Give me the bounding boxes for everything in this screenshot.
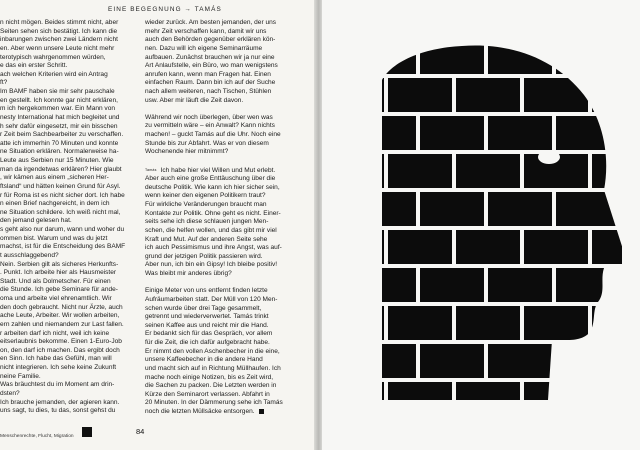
text-line: Während wir noch überlegen, über wen was bbox=[145, 113, 273, 121]
text-line: s geht also nur darum, wann und woher du bbox=[0, 226, 125, 233]
brick-head-illustration bbox=[352, 40, 622, 400]
text-line: man da irgendetwas erklären? Hier glaubt bbox=[0, 165, 122, 173]
text-line: n einen Brief nachgereicht, in dem ich bbox=[0, 200, 110, 208]
text-line: uns sagt, tu dies, tu das, sonst gehst du bbox=[0, 407, 116, 415]
brick bbox=[456, 382, 520, 400]
text-line: Aber nun, ich bin ein Gipsy! Ich bleibe positiv! bbox=[145, 261, 278, 269]
footer-square bbox=[82, 427, 92, 437]
text-line: atte ich immerhin 70 Minuten und konnte bbox=[0, 139, 119, 147]
brick bbox=[456, 230, 520, 264]
brick bbox=[352, 344, 416, 378]
brick-pattern bbox=[352, 40, 622, 400]
text-line: Einige Meter von uns entfernt finden letzte bbox=[145, 287, 268, 295]
text-line: on, den darf ich machen. Das ergibt doch bbox=[0, 346, 120, 354]
text-line: , wir kämen aus einem „sicheren Her- bbox=[0, 174, 109, 182]
text-line: mache noch einige Notizen, bis es Zeit wird, bbox=[145, 373, 274, 381]
brick bbox=[388, 230, 452, 264]
text-line: seits sehe ich diese schlauen jungen Men- bbox=[145, 218, 269, 226]
end-mark bbox=[259, 409, 264, 414]
brick bbox=[524, 78, 588, 112]
left-page bbox=[0, 0, 317, 450]
text-line: deutsche Politik. Wie kann ich hier sicher sein, bbox=[145, 183, 280, 191]
brick bbox=[556, 192, 620, 226]
text-line: Er nimmt den vollen Aschenbecher in die eine, bbox=[145, 347, 280, 355]
text-line: Kraft und Mut. Auf der anderen Seite sehe bbox=[145, 235, 268, 243]
text-line: en Sinn. Ich habe das Gefühl, man will bbox=[0, 355, 112, 363]
text-line: m ich hergekommen war. Ein Mann von bbox=[0, 105, 115, 113]
text-line: ich auch Pessimismus und ihre Angst, was auf- bbox=[145, 244, 282, 252]
text-line: Kürze den Seminarort verlassen. Abfahrt in bbox=[145, 390, 270, 398]
text-line: wenn keiner den eigenen Politikern traut? bbox=[145, 192, 266, 200]
text-line: noch die letzten Müllsäcke entsorgen. bbox=[145, 408, 307, 417]
text-line: eitserlaubnis bekomme. Einen 1-Euro-Job bbox=[0, 338, 122, 346]
brick bbox=[352, 154, 384, 188]
text-line: dsten? bbox=[0, 389, 20, 397]
text-column-left bbox=[0, 19, 138, 416]
paragraph-4 bbox=[145, 287, 307, 416]
brick bbox=[420, 192, 484, 226]
brick bbox=[420, 116, 484, 150]
text-line: seinen Kaffee aus und reicht mir die Hand. bbox=[145, 321, 269, 329]
text-line: . Punkt. Ich arbeite hier als Hausmeister bbox=[0, 269, 117, 277]
text-line: nen. Dazu will ich eigene Seminarräume bbox=[145, 44, 263, 52]
text-line: inbarungen zwischen zwei Ländern nicht bbox=[0, 36, 118, 44]
brick bbox=[388, 78, 452, 112]
text-line: en gestellt. Ich konnte gar nicht erklären, bbox=[0, 96, 118, 104]
brick bbox=[456, 306, 520, 340]
brick bbox=[556, 40, 620, 74]
text-line: ftsland“ und hätten keinen Grund für Asyl. bbox=[0, 182, 121, 190]
brick bbox=[388, 154, 452, 188]
text-line: die Stunde. Ich gebe Seminare für ande- bbox=[0, 286, 118, 294]
brick bbox=[592, 78, 622, 112]
text-line: Art Anlaufstelle, ein Büro, wo man wenigstens bbox=[145, 62, 278, 70]
text-line: nach allem weiteren, nach Tischen, Stühlen bbox=[145, 88, 272, 95]
text-line: ft? bbox=[0, 79, 8, 87]
text-line: grund der jetzigen Politik passieren wird. bbox=[145, 252, 263, 260]
text-line: Nein. Serbien gilt als sicheres Herkunfts- bbox=[0, 260, 119, 268]
text-line: anrufen kann, wenn man Fragen hat. Einen bbox=[145, 70, 271, 78]
text-line: Er bedankt sich für das Gespräch, vor allem bbox=[145, 330, 273, 338]
text-line: Für wirkliche Veränderungen braucht man bbox=[145, 201, 267, 209]
brick bbox=[488, 40, 552, 74]
brick bbox=[352, 230, 384, 264]
brick bbox=[592, 382, 622, 400]
brick bbox=[524, 230, 588, 264]
text-line: r für Roma ist es nicht sicher dort. Ich habe bbox=[0, 191, 125, 199]
paragraph-2 bbox=[145, 114, 307, 157]
text-line: Aufräumarbeiten statt. Der Müll von 120 Men- bbox=[145, 295, 278, 303]
text-line: Stunde bis zur Abfahrt. Was er von diesem bbox=[145, 139, 269, 147]
text-line: einfachen Raum. Dann bin ich auf der Suche bbox=[145, 79, 276, 87]
text-line: für die Zeit, die ich dafür aufgebracht habe. bbox=[145, 339, 270, 347]
running-head: EINE BEGEGNUNG → TAMÁS bbox=[108, 6, 222, 13]
text-line: machst, ist für die Entscheidung des BAMF bbox=[0, 243, 126, 251]
text-line: ache Leute, Arbeiter. Wir wollen arbeiten, bbox=[0, 312, 120, 320]
text-line: terotypisch wahrgenommen würden, bbox=[0, 53, 106, 61]
eye-icon bbox=[538, 150, 560, 164]
brick bbox=[488, 116, 552, 150]
brick bbox=[592, 230, 622, 264]
brick bbox=[420, 40, 484, 74]
text-line: e das ein erster Schritt. bbox=[0, 62, 68, 70]
brick bbox=[352, 40, 416, 74]
text-line: r Zeit beim Sachbearbeiter zu verschaffen. bbox=[0, 131, 124, 139]
text-line: Was bleibt mir anderes übrig? bbox=[145, 270, 232, 278]
brick bbox=[352, 382, 384, 400]
text-line: den jemand gelesen hat. bbox=[0, 217, 72, 225]
text-line: ach welchen Kriterien wird ein Antrag bbox=[0, 70, 108, 78]
paragraph-3 bbox=[145, 166, 307, 279]
speaker-marker: Tamás bbox=[145, 167, 157, 172]
text-line: Stadt. Und als Dolmetscher. Für einen bbox=[0, 277, 111, 285]
text-line: getrennt und wiederverwertet. Tamás trinkt bbox=[145, 313, 269, 321]
brick bbox=[388, 382, 452, 400]
text-line: Leute aus Serbien nur 15 Minuten. Wie bbox=[0, 157, 114, 164]
text-line: h sehr dafür eingesetzt, mir ein bisschen bbox=[0, 122, 118, 130]
text-line: unsere Kaffeebecher in die andere Hand bbox=[145, 356, 263, 364]
text-line: Wochenende hier mitnimmt? bbox=[145, 148, 229, 156]
brick bbox=[352, 192, 416, 226]
right-page bbox=[322, 0, 640, 450]
brick bbox=[556, 268, 620, 302]
text-line: n nicht mögen. Beides stimmt nicht, aber bbox=[0, 19, 119, 26]
brick bbox=[488, 344, 552, 378]
text-line: und macht sich auf in Richtung Müllhaufen. Ich bbox=[145, 364, 281, 372]
brick bbox=[352, 116, 416, 150]
text-line: nicht integrieren. Ich sehe keine Zukunft bbox=[0, 364, 117, 371]
brick bbox=[388, 306, 452, 340]
brick bbox=[592, 154, 622, 188]
page-number: 84 bbox=[136, 427, 145, 436]
brick bbox=[352, 306, 384, 340]
text-line: mehr Zeit verschaffen kann, damit wir uns bbox=[145, 27, 267, 35]
text-line: machen! – guckt Tamás auf die Uhr. Noch eine bbox=[145, 131, 281, 139]
text-line: ommen bist. Warum und was du jetzt bbox=[0, 234, 108, 242]
brick bbox=[456, 78, 520, 112]
text-line: 20 Minuten. In der Dämmerung sehe ich Tamás bbox=[145, 399, 283, 407]
text-line: Aber auch eine große Enttäuschung über die bbox=[145, 175, 276, 183]
text-line: wieder zurück. Am besten jemanden, der uns bbox=[145, 19, 277, 26]
brick bbox=[524, 306, 588, 340]
brick bbox=[556, 116, 620, 150]
text-line: den doch gebraucht. Nicht nur Ärzte, auch bbox=[0, 303, 123, 311]
text-line: schen wurde über drei Tage gesammelt, bbox=[145, 304, 262, 312]
text-line: Seiten sehen sich bestätigt. Ich kann die bbox=[0, 27, 118, 35]
text-line: nesty International hat mich begleitet und bbox=[0, 113, 120, 121]
brick bbox=[420, 344, 484, 378]
brick bbox=[456, 154, 520, 188]
text-line: ern zahlen und niemandem zur Last fallen. bbox=[0, 320, 124, 328]
brick bbox=[488, 192, 552, 226]
text-line: ne Situation erklären. Normalerweise ha- bbox=[0, 148, 119, 156]
text-line: zu vermitteln wäre – ein Anwalt? Kann nichts bbox=[145, 122, 275, 130]
brick bbox=[352, 268, 416, 302]
text-line: Ich brauche jemanden, der agieren kann. bbox=[0, 398, 120, 406]
paragraph-3-first-line: Ich habe hier viel Willen und Mut erlebt. bbox=[160, 166, 276, 174]
text-line: oma und arbeite viel ehrenamtlich. Wir bbox=[0, 295, 112, 302]
paragraph-1 bbox=[145, 19, 307, 105]
text-line: Im BAMF haben sie mir sehr pauschale bbox=[0, 88, 115, 95]
text-line: t ausschlaggebend? bbox=[0, 251, 59, 259]
brick bbox=[488, 268, 552, 302]
text-line: Was bräuchtest du im Moment am drin- bbox=[0, 381, 115, 389]
text-line: ne Situation schildere. Ich weiß nicht mal, bbox=[0, 208, 121, 216]
text-line: neine Familie. bbox=[0, 372, 41, 380]
text-line: Kontakte zur Politik. Ohne geht es nicht. Einer- bbox=[145, 209, 281, 217]
text-line: en. Aber wenn unsere Leute nicht mehr bbox=[0, 44, 115, 52]
brick bbox=[352, 78, 384, 112]
text-line: aufbauen. Zunächst brauchen wir ja nur eine bbox=[145, 53, 275, 61]
footer-section-title: Menschenrechte, Flucht, Migration bbox=[0, 434, 74, 439]
text-line: schen, die helfen wollen, und das gibt mir viel bbox=[145, 226, 277, 234]
brick bbox=[420, 268, 484, 302]
text-line: usw. Aber mir läuft die Zeit davon. bbox=[145, 96, 244, 104]
text-line: auch den Behörden gegenüber erklären kön- bbox=[145, 36, 276, 44]
brick bbox=[524, 382, 588, 400]
brick bbox=[556, 344, 620, 378]
brick bbox=[592, 306, 622, 340]
text-line: die Sachen zu packen. Die Letzten werden in bbox=[145, 382, 277, 390]
text-column-right bbox=[145, 19, 307, 417]
text-line: r arbeiten darf ich nicht, weil ich keine bbox=[0, 329, 110, 337]
